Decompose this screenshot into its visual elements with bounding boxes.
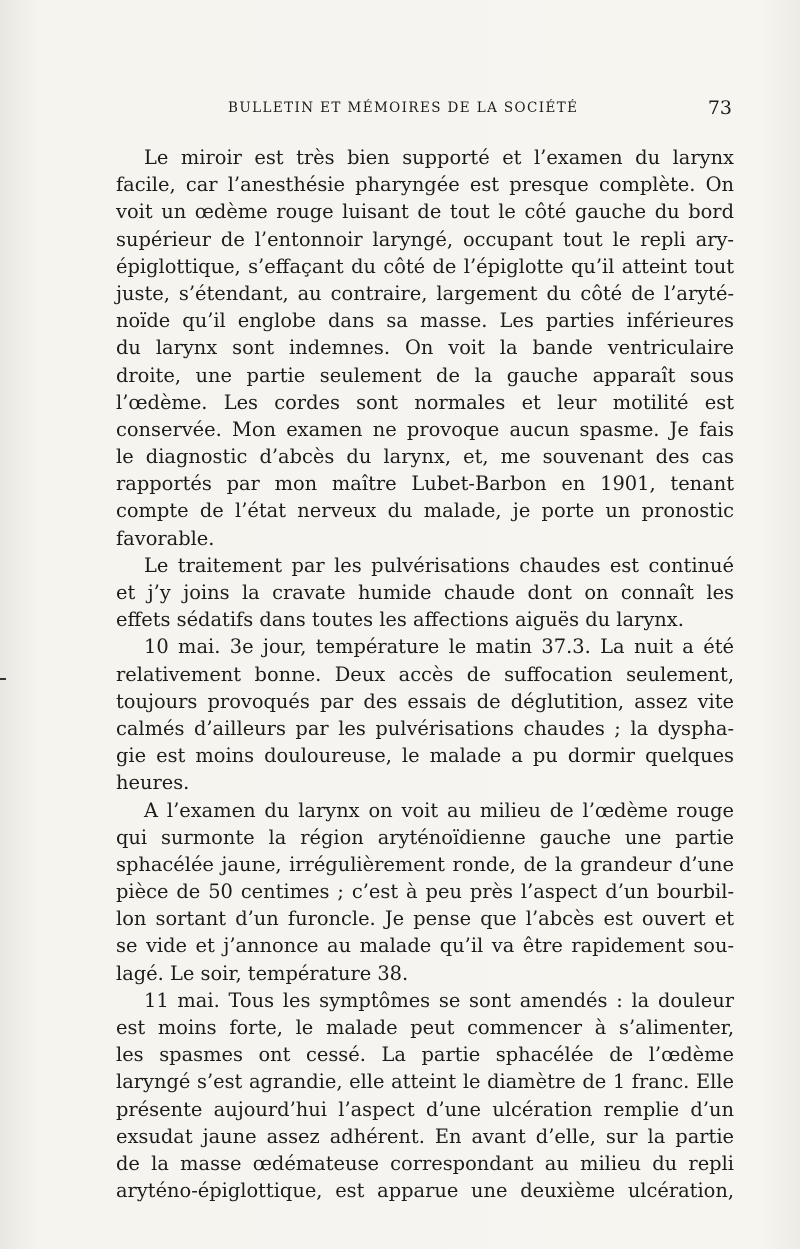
text-line: Le traitement par les pulvérisations chaudes est continué bbox=[144, 553, 734, 577]
text-line: calmés d’ailleurs par les pulvérisations chaudes ; la dyspha- bbox=[116, 716, 734, 740]
margin-mark bbox=[0, 678, 6, 680]
text-line: relativement bonne. Deux accès de suffocation seulement, bbox=[116, 662, 734, 686]
text-line: l’œdème. Les cordes sont normales et leur motilité est bbox=[116, 390, 734, 414]
text-line: conservée. Mon examen ne provoque aucun spasme. Je fais bbox=[116, 417, 734, 441]
text-line: est moins forte, le malade peut commencer à s’alimenter, bbox=[116, 1016, 734, 1039]
text-line: droite, une partie seulement de la gauche apparaît sous bbox=[116, 363, 734, 387]
text-line: présente aujourd’hui l’aspect d’une ulcération remplie d’un bbox=[116, 1097, 734, 1121]
text-line: sphacélée jaune, irrégulièrement ronde, de la grandeur d’une bbox=[116, 852, 734, 876]
text-line: A l’examen du larynx on voit au milieu de l’œdème rouge bbox=[144, 798, 734, 822]
text-line: du larynx sont indemnes. On voit la bande ventriculaire bbox=[116, 336, 734, 360]
page-header bbox=[228, 97, 732, 124]
text-line: compte de l’état nerveux du malade, je porte un pronostic bbox=[116, 499, 734, 523]
text-line: toujours provoqués par des essais de déglutition, assez vite bbox=[116, 689, 734, 713]
text-line: pièce de 50 centimes ; c’est à peu près l’aspect d’un bourbil- bbox=[116, 880, 734, 904]
text-line: épiglottique, s’effaçant du côté de l’épiglotte qu’il atteint tout bbox=[116, 254, 734, 278]
text-line: laryngé s’est agrandie, elle atteint le diamètre de 1 franc. Elle bbox=[116, 1070, 734, 1094]
text-line: se vide et j’annonce au malade qu’il va être rapidement sou- bbox=[116, 934, 734, 958]
page-number: 73 bbox=[707, 97, 732, 119]
text-line: le diagnostic d’abcès du larynx, et, me souvenant des cas bbox=[116, 445, 734, 469]
text-line: gie est moins douloureuse, le malade a pu dormir quelques bbox=[116, 744, 734, 768]
text-line: noïde qu’il englobe dans sa masse. Les parties inférieures bbox=[116, 309, 734, 333]
text-line: 10 mai. 3e jour, température le matin 37.3. La nuit a été bbox=[144, 635, 734, 659]
text-line: exsudat jaune assez adhérent. En avant d’elle, sur la partie bbox=[116, 1124, 734, 1148]
text-line: lagé. Le soir, température 38. bbox=[116, 961, 409, 985]
running-title: BULLETIN ET MÉMOIRES DE LA SOCIÉTÉ bbox=[228, 100, 579, 116]
text-line: heures. bbox=[116, 771, 190, 795]
text-line: 11 mai. Tous les symptômes se sont amendés : la douleur bbox=[144, 988, 734, 1012]
text-line: les spasmes ont cessé. La partie sphacélée de l’œdème bbox=[116, 1043, 734, 1067]
text-line: Le miroir est très bien supporté et l’examen du larynx bbox=[144, 146, 734, 169]
text-line: supérieur de l’entonnoir laryngé, occupant tout le repli ary- bbox=[116, 227, 734, 251]
text-line: lon sortant d’un furoncle. Je pense que l’abcès est ouvert et bbox=[116, 907, 734, 931]
text-line: facile, car l’anesthésie pharyngée est presque complète. On bbox=[116, 173, 734, 197]
body-text bbox=[116, 144, 734, 1204]
text-line: effets sédatifs dans toutes les affections aiguës du larynx. bbox=[116, 608, 684, 632]
text-line: favorable. bbox=[116, 526, 215, 550]
text-line: aryténo-épiglottique, est apparue une deuxième ulcération, bbox=[116, 1179, 734, 1203]
text-line: et j’y joins la cravate humide chaude dont on connaît les bbox=[116, 581, 734, 604]
text-line: voit un œdème rouge luisant de tout le côté gauche du bord bbox=[116, 200, 734, 224]
text-line: rapportés par mon maître Lubet-Barbon en 1901, tenant bbox=[116, 472, 734, 496]
text-line: qui surmonte la région aryténoïdienne gauche une partie bbox=[116, 825, 734, 849]
text-line: juste, s’étendant, au contraire, largement du côté de l’aryté- bbox=[116, 281, 734, 305]
text-line: de la masse œdémateuse correspondant au milieu du repli bbox=[116, 1151, 734, 1175]
